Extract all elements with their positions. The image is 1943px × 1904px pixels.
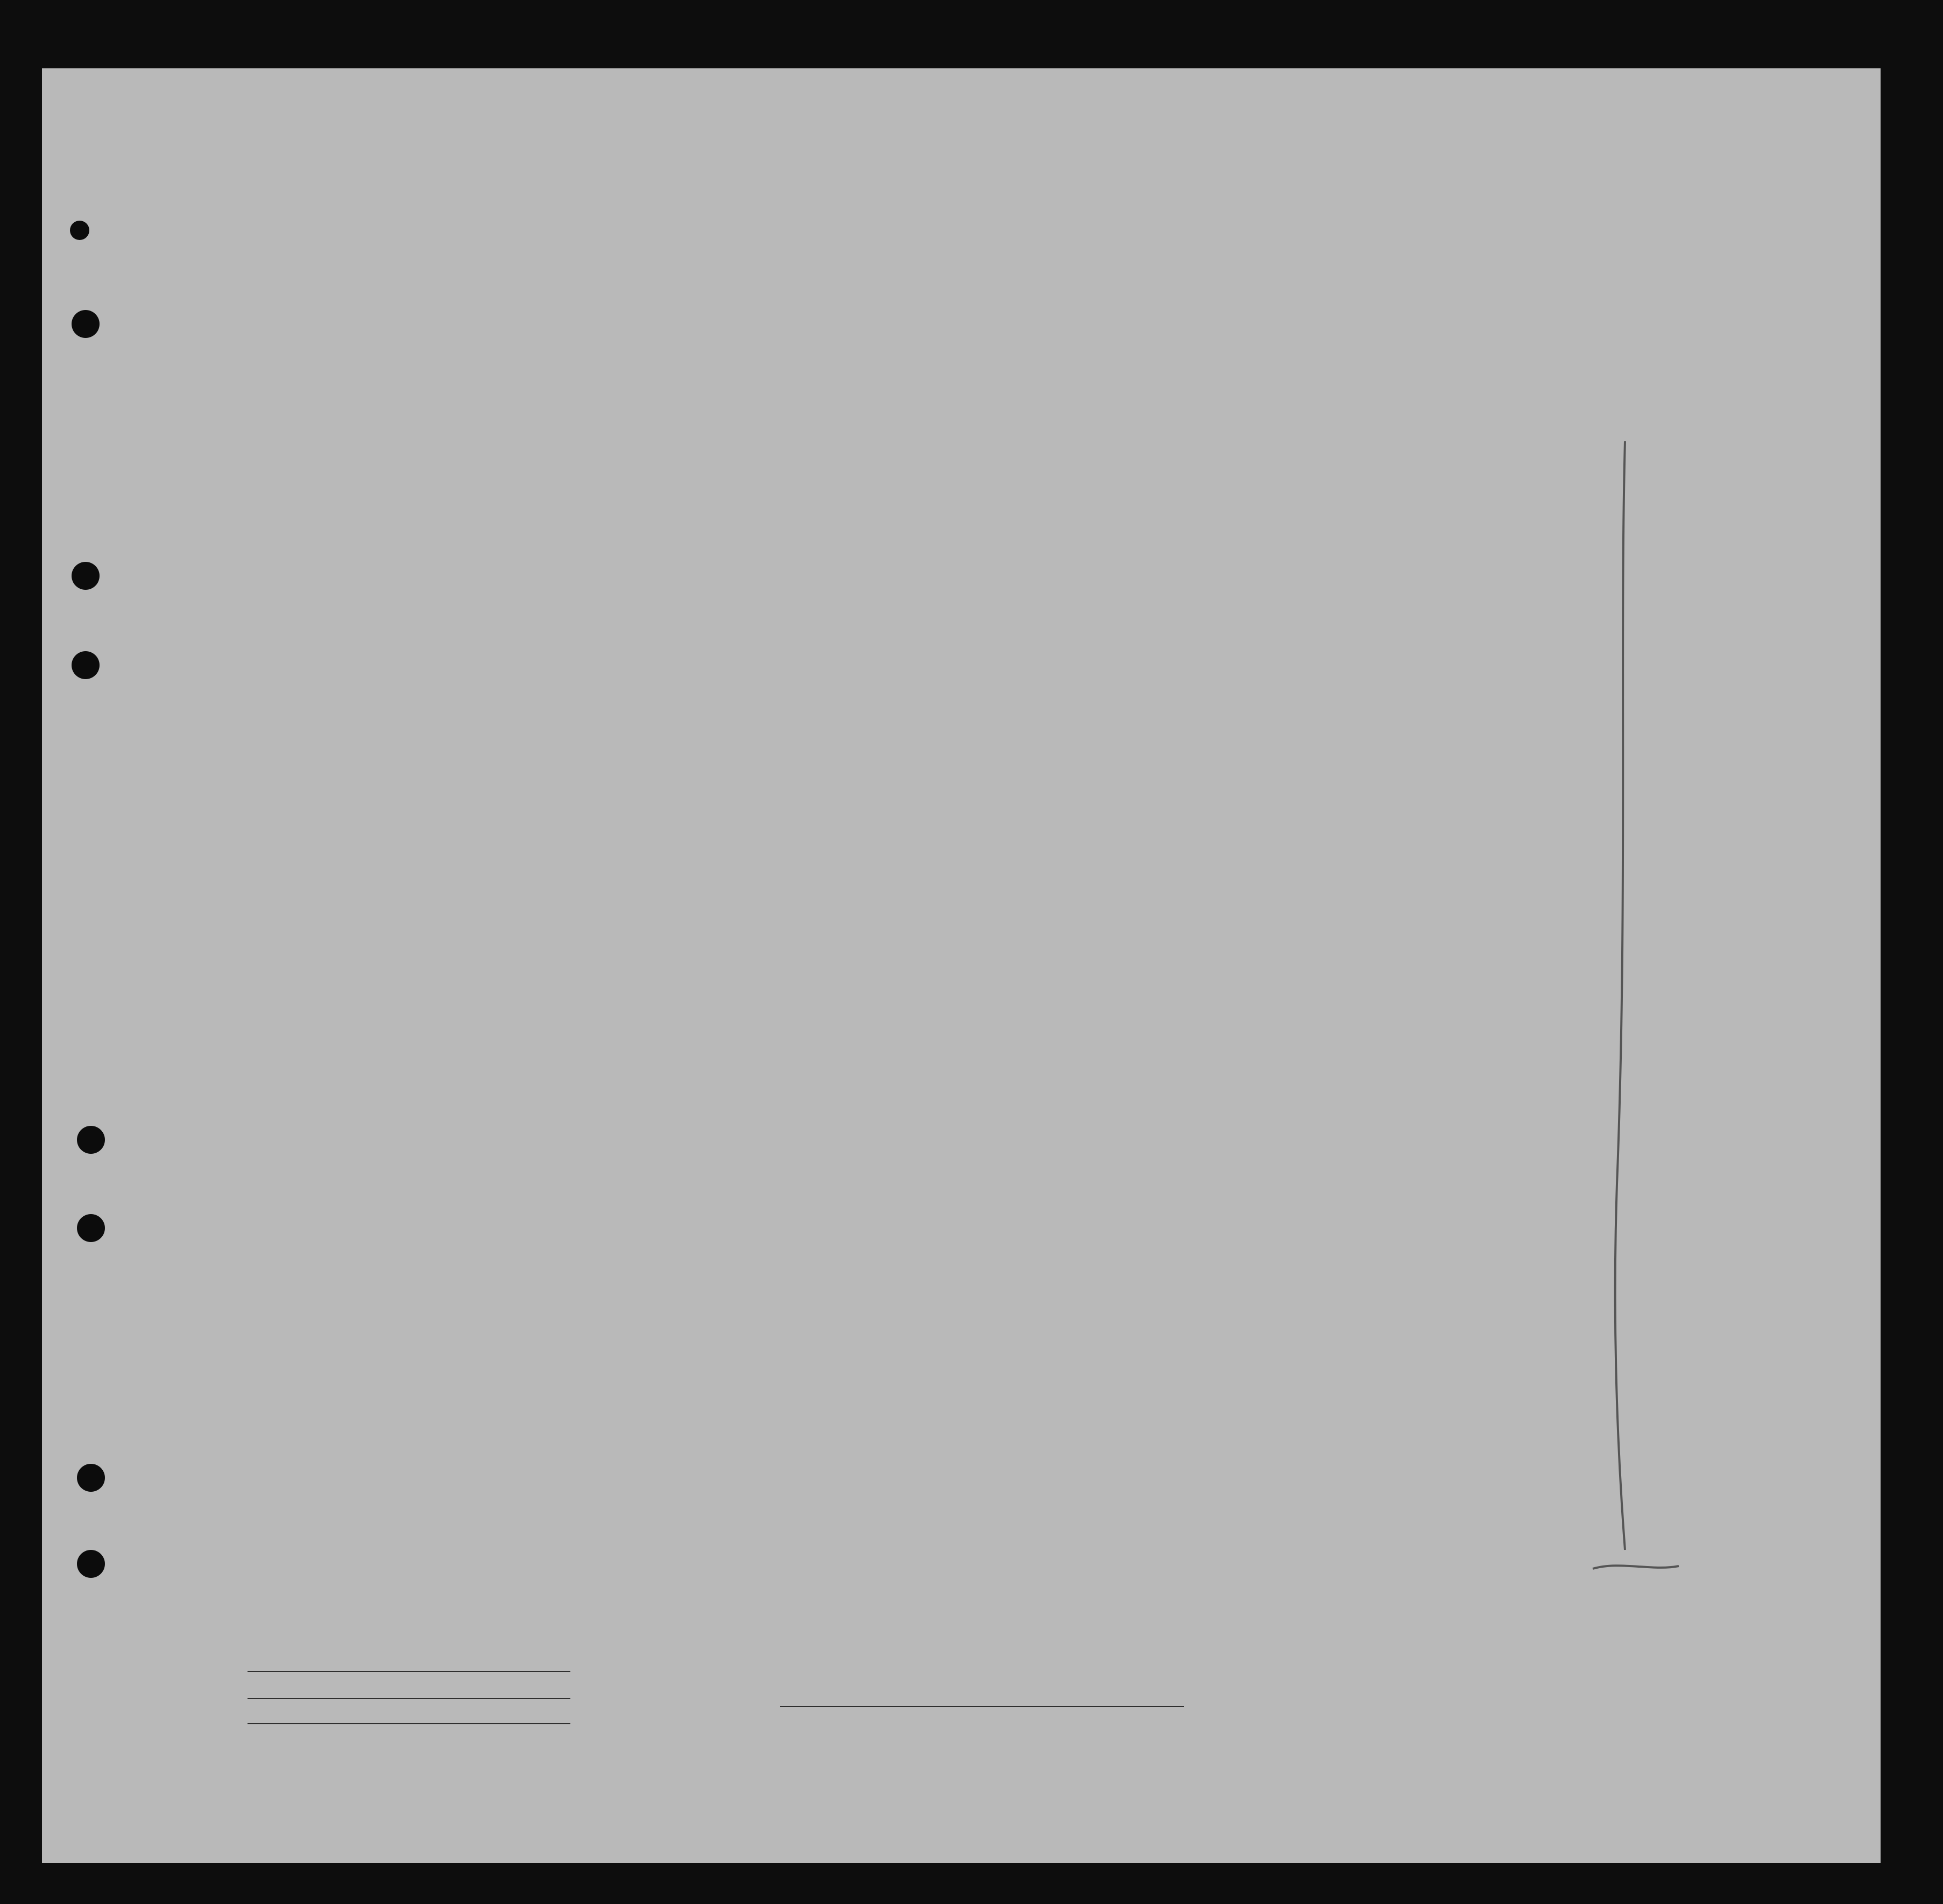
punch-hole [77,1464,105,1492]
remarks-ditto-line [1587,431,1695,1588]
punch-hole [77,1214,105,1242]
punch-hole [70,221,89,240]
punch-hole [72,562,100,590]
punch-hole [77,1126,105,1154]
pencil-tick-marks [560,366,683,1604]
punch-hole [77,1550,105,1578]
punch-hole [72,310,100,338]
punch-hole [72,651,100,679]
vessel-line [70,215,1846,248]
